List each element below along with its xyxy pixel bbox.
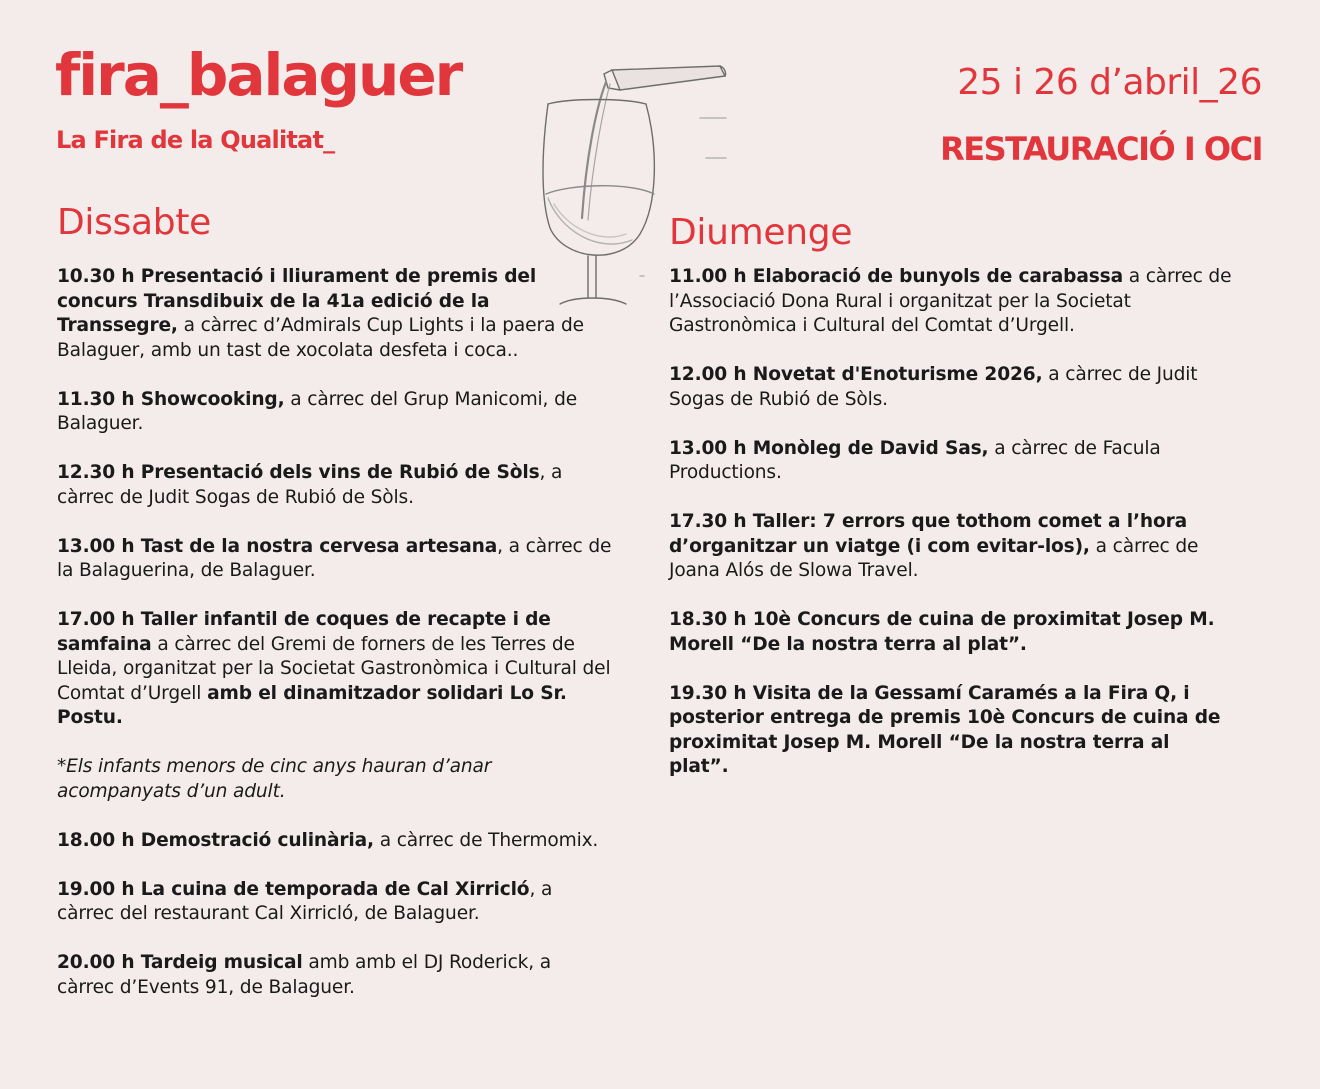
item-title: 12.30 h Presentació dels vins de Rubió de Sòls [57,462,540,483]
brand-title: fira_balaguer [55,41,462,109]
brand-tagline: La Fira de la Qualitat_ [56,126,335,154]
item-title: 13.00 h Tast de la nostra cervesa artesana [57,535,498,557]
item-title: 13.00 h Monòleg de David Sas, [669,437,989,459]
item-detail: a càrrec del Gremi de forners de les Terres de Lleida, organitzat per la Societat Gastronòmica i Cultural del Comtat d’Urgell [57,633,611,704]
schedule-note: *Els infants menors de cinc anys hauran d’anar acompanyats d’un adult. [57,756,492,802]
item-title: 11.30 h Showcooking, [57,388,285,410]
schedule-item [57,388,612,437]
item-title: 11.00 h Elaboració de bunyols de carabassa [669,266,1123,287]
schedule-item [57,829,612,854]
schedule-item [57,951,612,1000]
section-label: RESTAURACIÓ I OCI [940,130,1262,168]
item-title: 12.00 h Novetat d'Enoturisme 2026, [669,364,1043,385]
schedule-item [669,608,1234,657]
sunday-schedule [669,265,1234,804]
item-detail: amb amb el DJ Roderick, a càrrec d’Events 91, de Balaguer. [57,952,552,998]
item-title: 20.00 h Tardeig musical [57,952,303,973]
schedule-item [669,510,1234,584]
item-highlight: amb el dinamitzador solidari Lo Sr. Postu. [57,682,567,728]
item-title: 17.00 h Taller infantil de coques de recapte i de samfaina [57,609,551,655]
schedule-item [57,878,612,927]
schedule-item [669,363,1234,412]
item-detail: a càrrec de Thermomix. [373,829,599,851]
schedule-item [669,437,1234,486]
schedule-item [57,535,612,584]
event-date: 25 i 26 d’abril_26 [957,62,1262,103]
sunday-heading: Diumenge [669,212,853,253]
schedule-item [669,682,1234,780]
item-title: 18.30 h 10è Concurs de cuina de proximitat Josep M. Morell “De la nostra terra al plat”. [669,609,1215,655]
saturday-schedule [57,265,612,1025]
item-detail: , a càrrec de Judit Sogas de Rubió de Sòls. [57,462,563,508]
item-detail: a càrrec de Joana Alós de Slowa Travel. [669,535,1199,581]
item-detail: a càrrec de l’Associació Dona Rural i organitzat per la Societat Gastronòmica i Cultural del Comtat d’Urgell. [669,266,1232,336]
schedule-item [57,265,612,363]
item-title: 19.30 h Visita de la Gessamí Caramés a la Fira Q, i posterior entrega de premis 10è Concurs de cuina de proximitat Josep M. Morell “De la nostra terra al plat”. [669,682,1221,777]
schedule-item [57,461,612,510]
item-title: 18.00 h Demostració culinària, [57,829,374,851]
item-detail: a càrrec d’Admirals Cup Lights i la paera de Balaguer, amb un tast de xocolata desfeta i coca.. [57,315,584,361]
item-detail: , a càrrec de la Balaguerina, de Balaguer. [57,535,612,581]
schedule-item [57,608,612,731]
item-detail: , a càrrec del restaurant Cal Xirricló, de Balaguer. [57,878,553,924]
item-detail: a càrrec de Judit Sogas de Rubió de Sòls. [669,364,1198,410]
item-detail: a càrrec del Grup Manicomi, de Balaguer. [57,388,578,434]
saturday-heading: Dissabte [57,202,212,243]
item-title: 10.30 h Presentació i lliurament de premis del concurs Transdibuix de la 41a edició de la Transsegre, [57,266,537,336]
item-detail: a càrrec de Facula Productions. [669,437,1161,483]
schedule-item [669,265,1234,339]
item-title: 19.00 h La cuina de temporada de Cal Xirricló [57,878,530,900]
item-title: 17.30 h Taller: 7 errors que tothom comet a l’hora d’organitzar un viatge (i com evitar-los), [669,511,1187,557]
